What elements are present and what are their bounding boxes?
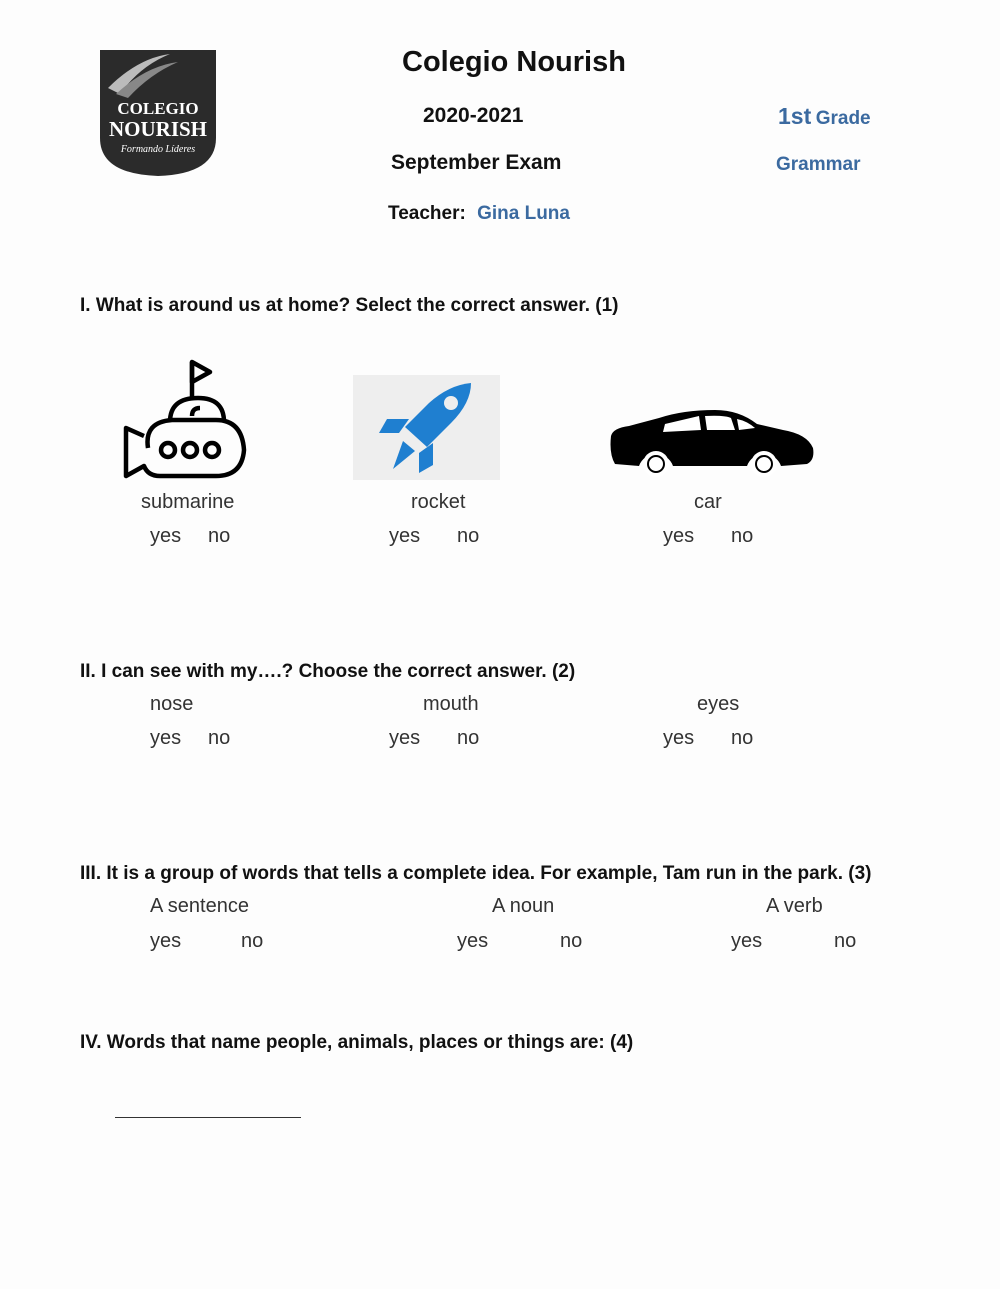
q3-noun-no[interactable]: no	[560, 930, 583, 952]
grade-word: Grade	[815, 108, 871, 129]
school-year: 2020-2021	[423, 104, 524, 127]
logo-line-2: NOURISH	[108, 117, 208, 141]
q3-noun-yes[interactable]: yes	[457, 930, 489, 952]
q2-eyes-yes[interactable]: yes	[663, 727, 695, 749]
q2-eyes-no[interactable]: no	[731, 727, 754, 749]
subject: Grammar	[776, 154, 861, 175]
q1-car-yes[interactable]: yes	[663, 525, 695, 547]
q2-mouth-yes[interactable]: yes	[389, 727, 421, 749]
exam-title: September Exam	[391, 151, 562, 174]
q4-answer-line[interactable]	[115, 1117, 301, 1118]
grade-number: 1st	[778, 103, 812, 129]
q3-verb-no[interactable]: no	[834, 930, 857, 952]
school-logo	[98, 50, 218, 176]
question-4-prompt: IV. Words that name people, animals, places or things are: (4)	[80, 1032, 634, 1053]
q2-nose-no[interactable]: no	[208, 727, 231, 749]
q1-rocket-no[interactable]: no	[457, 525, 480, 547]
q1-submarine-no[interactable]: no	[208, 525, 231, 547]
q3-option-sentence: A sentence	[150, 895, 249, 917]
q1-option-car: car	[694, 491, 722, 513]
q3-verb-yes[interactable]: yes	[731, 930, 763, 952]
q3-option-noun: A noun	[492, 895, 555, 917]
question-2-prompt: II. I can see with my….? Choose the correct answer. (2)	[80, 661, 576, 682]
logo-line-3: Formando Líderes	[120, 144, 196, 155]
school-name: Colegio Nourish	[402, 46, 626, 78]
q2-option-nose: nose	[150, 693, 194, 715]
q1-rocket-yes[interactable]: yes	[389, 525, 421, 547]
q1-option-rocket: rocket	[411, 491, 466, 513]
q1-car-no[interactable]: no	[731, 525, 754, 547]
teacher-label: Teacher:	[388, 203, 466, 224]
teacher-name: Gina Luna	[477, 203, 570, 224]
q3-option-verb: A verb	[766, 895, 823, 917]
q2-nose-yes[interactable]: yes	[150, 727, 182, 749]
q2-mouth-no[interactable]: no	[457, 727, 480, 749]
grade	[778, 103, 871, 130]
car-icon	[607, 408, 815, 480]
rocket-icon	[353, 375, 500, 480]
q2-option-mouth: mouth	[423, 693, 479, 715]
q3-sentence-no[interactable]: no	[241, 930, 264, 952]
teacher-line	[388, 203, 570, 225]
q2-option-eyes: eyes	[697, 693, 740, 715]
question-1-prompt: I. What is around us at home? Select the correct answer. (1)	[80, 295, 619, 316]
logo-line-1: COLEGIO	[117, 99, 199, 118]
q1-submarine-yes[interactable]: yes	[150, 525, 182, 547]
q3-sentence-yes[interactable]: yes	[150, 930, 182, 952]
submarine-icon	[120, 358, 248, 480]
q1-option-submarine: submarine	[141, 491, 235, 513]
question-3-prompt: III. It is a group of words that tells a complete idea. For example, Tam run in the park. (3)	[80, 863, 872, 884]
